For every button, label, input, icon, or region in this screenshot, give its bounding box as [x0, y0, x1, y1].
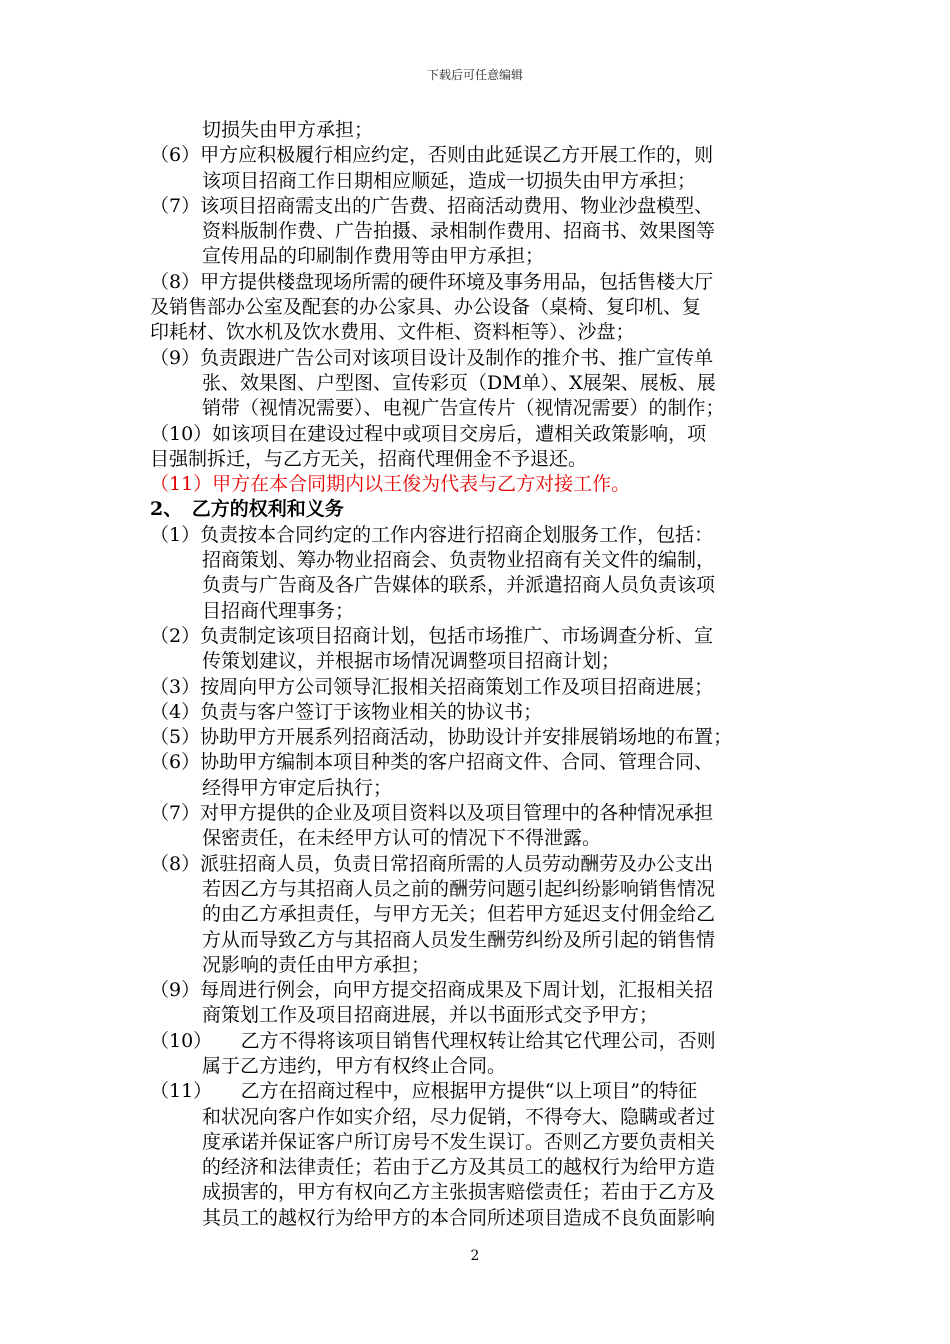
- text-line: （4）负责与客户签订于该物业相关的协议书；: [150, 700, 543, 723]
- text-line: 资料版制作费、广告拍摄、录相制作费用、招商书、效果图等: [202, 220, 716, 243]
- text-line: 保密责任，在未经甲方认可的情况下不得泄露。: [202, 827, 602, 850]
- text-line: 宣传用品的印刷制作费用等由甲方承担；: [202, 245, 545, 268]
- text-line: 况影响的责任由甲方承担；: [202, 953, 431, 976]
- text-line: 属于乙方违约，甲方有权终止合同。: [202, 1054, 507, 1077]
- text-line: 该项目招商工作日期相应顺延，造成一切损失由甲方承担；: [202, 169, 697, 192]
- text-line: 张、效果图、户型图、宣传彩页（DM单）、X展架、展板、展: [202, 371, 716, 394]
- text-line: 若因乙方与其招商人员之前的酬劳问题引起纠纷影响销售情况: [202, 877, 716, 900]
- text-line: （11）甲方在本合同期内以王俊为代表与乙方对接工作。: [150, 473, 631, 496]
- text-line: 目强制拆迁，与乙方无关，招商代理佣金不予退还。: [150, 447, 588, 470]
- text-line: 的由乙方承担责任，与甲方无关；但若甲方延迟支付佣金给乙: [202, 903, 716, 926]
- text-line: （10）如该项目在建设过程中或项目交房后，遭相关政策影响，项: [150, 422, 707, 445]
- text-line: 负责与广告商及各广告媒体的联系，并派遣招商人员负责该项: [202, 574, 716, 597]
- document-body: [150, 118, 820, 1231]
- text-line: （6）协助甲方编制本项目种类的客户招商文件、合同、管理合同、: [150, 751, 714, 774]
- text-line: 目招商代理事务；: [202, 599, 355, 622]
- text-line: 传策划建议，并根据市场情况调整项目招商计划；: [202, 650, 621, 673]
- page-number: 2: [470, 1248, 480, 1264]
- text-line: （7）对甲方提供的企业及项目资料以及项目管理中的各种情况承担: [150, 802, 714, 825]
- text-line: （2）负责制定该项目招商计划，包括市场推广、市场调查分析、宣: [150, 624, 714, 647]
- text-line: （11） 乙方在招商过程中，应根据甲方提供“以上项目”的特征: [150, 1080, 698, 1103]
- text-line: 方从而导致乙方与其招商人员发生酬劳纠纷及所引起的销售情: [202, 928, 716, 951]
- text-line: （1）负责按本合同约定的工作内容进行招商企划服务工作，包括：: [150, 523, 714, 546]
- text-line: 商策划工作及项目招商进展，并以书面形式交予甲方；: [202, 1004, 659, 1027]
- text-line: （8）派驻招商人员，负责日常招商所需的人员劳动酬劳及办公支出: [150, 852, 714, 875]
- page-header: 下载后可任意编辑: [426, 68, 523, 82]
- text-line: （9）每周进行例会，向甲方提交招商成果及下周计划，汇报相关招: [150, 979, 714, 1002]
- text-line: 招商策划、筹办物业招商会、负责物业招商有关文件的编制，: [202, 549, 716, 572]
- text-line: 2、 乙方的权利和义务: [150, 498, 344, 521]
- text-line: 度承诺并保证客户所订房号不发生误订。否则乙方要负责相关: [202, 1130, 716, 1153]
- text-line: （10） 乙方不得将该项目销售代理权转让给其它代理公司，否则: [150, 1029, 716, 1052]
- text-line: 及销售部办公室及配套的办公家具、办公设备（桌椅、复印机、复: [150, 296, 702, 319]
- text-line: 成损害的，甲方有权向乙方主张损害赔偿责任；若由于乙方及: [202, 1181, 716, 1204]
- text-line: 经得甲方审定后执行；: [202, 776, 393, 799]
- text-line: 和状况向客户作如实介绍，尽力促销，不得夸大、隐瞒或者过: [202, 1105, 716, 1128]
- text-line: （5）协助甲方开展系列招商活动，协助设计并安排展销场地的布置；: [150, 726, 733, 749]
- text-line: 其员工的越权行为给甲方的本合同所述项目造成不良负面影响: [202, 1206, 716, 1229]
- text-line: （8）甲方提供楼盘现场所需的硬件环境及事务用品，包括售楼大厅: [150, 270, 714, 293]
- text-line: （6）甲方应积极履行相应约定，否则由此延误乙方开展工作的，则: [150, 144, 714, 167]
- text-line: 销带（视情况需要）、电视广告宣传片（视情况需要）的制作；: [202, 397, 725, 420]
- text-line: 印耗材、饮水机及饮水费用、文件柜、资料柜等）、沙盘；: [150, 321, 635, 344]
- text-line: （7）该项目招商需支出的广告费、招商活动费用、物业沙盘模型、: [150, 194, 714, 217]
- text-line: 的经济和法律责任；若由于乙方及其员工的越权行为给甲方造: [202, 1156, 716, 1179]
- text-line: （3）按周向甲方公司领导汇报相关招商策划工作及项目招商进展；: [150, 675, 714, 698]
- text-line: 切损失由甲方承担；: [202, 119, 374, 141]
- text-line: （9）负责跟进广告公司对该项目设计及制作的推介书、推广宣传单: [150, 346, 714, 369]
